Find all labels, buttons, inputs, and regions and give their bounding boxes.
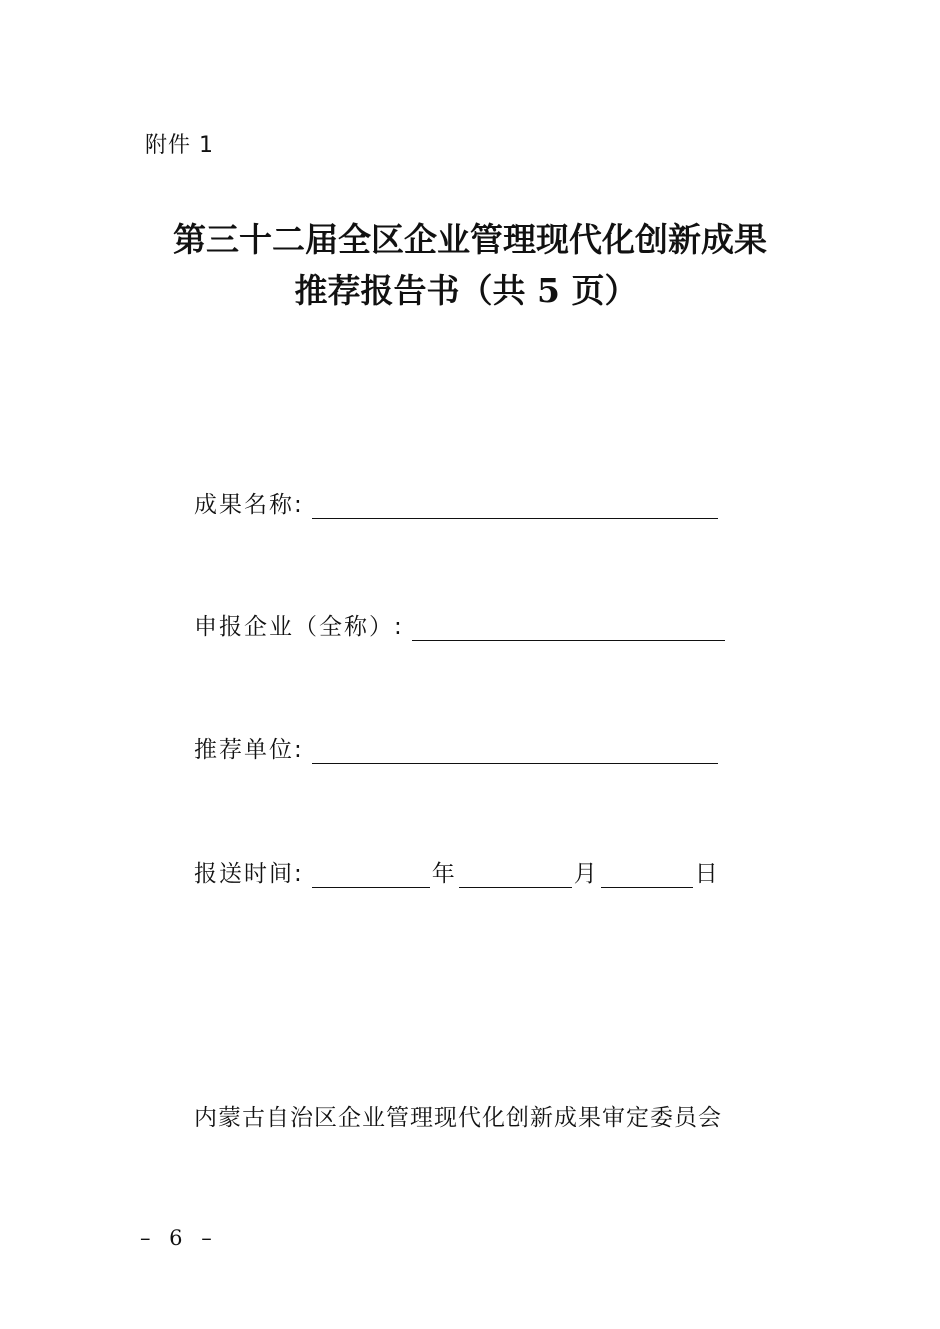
applicant-company-blank xyxy=(412,614,725,641)
recommending-unit-label: 推荐单位: xyxy=(194,737,304,763)
document-title-line-1: 第三十二届全区企业管理现代化创新成果 xyxy=(173,220,767,259)
applicant-company-label: 申报企业（全称）: xyxy=(194,614,404,640)
day-blank xyxy=(601,861,693,888)
month-blank xyxy=(459,861,572,888)
committee-name: 内蒙古自治区企业管理现代化创新成果审定委员会 xyxy=(194,1105,722,1131)
year-blank xyxy=(312,861,430,888)
year-label: 年 xyxy=(431,861,457,887)
month-label: 月 xyxy=(573,861,599,887)
achievement-name-label: 成果名称: xyxy=(194,492,304,518)
recommending-unit-field xyxy=(194,731,718,764)
day-label: 日 xyxy=(694,861,720,887)
achievement-name-blank xyxy=(312,492,718,519)
attachment-label: 附件 1 xyxy=(145,133,214,158)
page-number: – 6 – xyxy=(140,1226,218,1250)
achievement-name-field xyxy=(194,486,718,519)
submission-time-label: 报送时间: xyxy=(194,861,304,887)
submission-time-field xyxy=(194,855,722,888)
recommending-unit-blank xyxy=(312,737,718,764)
document-title-line-2: 推荐报告书（共 5 页） xyxy=(294,271,638,310)
applicant-company-field xyxy=(194,608,725,641)
